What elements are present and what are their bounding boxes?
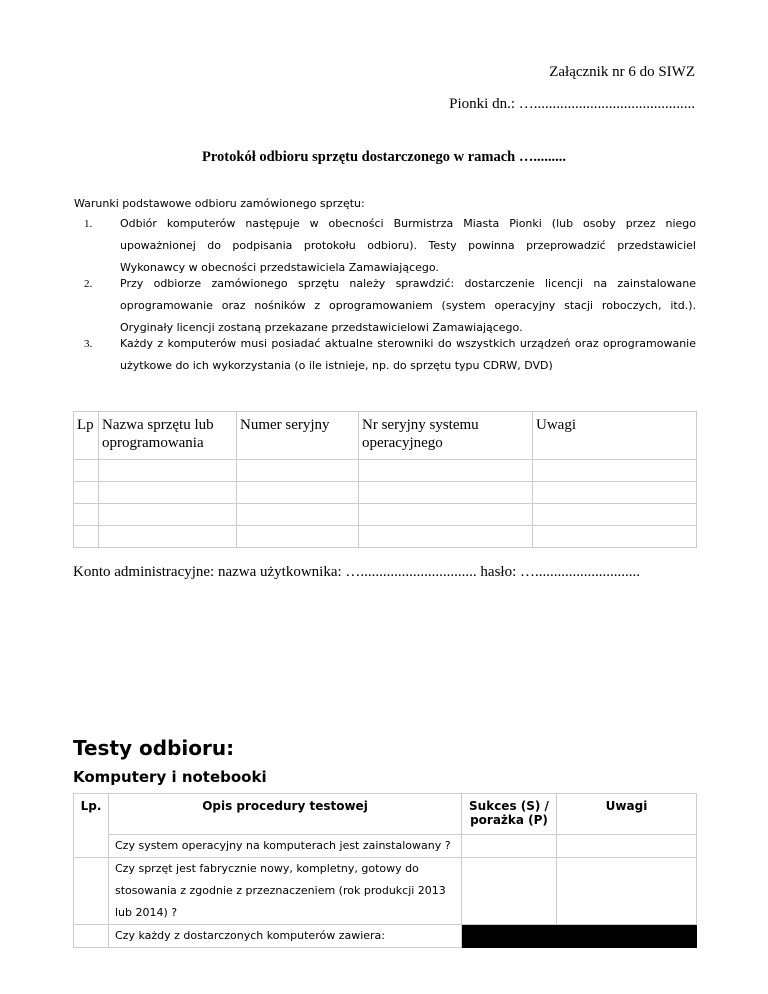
table-row [74, 460, 697, 482]
blocked-notes-cell [557, 925, 697, 948]
header-cell-description: Opis procedury testowej [109, 794, 462, 835]
table-cell[interactable] [74, 526, 99, 548]
test-description: Czy sprzęt jest fabrycznie nowy, kompletny, gotowy do stosowania z zgodnie z przeznaczeniem (rok produkcji 2013 lub 2014) ? [109, 858, 462, 925]
table-cell[interactable] [533, 526, 697, 548]
table-cell[interactable] [237, 460, 359, 482]
table-cell[interactable] [237, 504, 359, 526]
notes-cell[interactable] [557, 858, 697, 925]
conditions-intro: Warunki podstawowe odbioru zamówionego sprzętu: [74, 197, 365, 210]
table-cell[interactable] [74, 858, 109, 925]
table-cell[interactable] [359, 482, 533, 504]
header-cell-notes: Uwagi [533, 412, 697, 460]
test-description: Czy każdy z dostarczonych komputerów zawiera: [109, 925, 462, 948]
header-cell-serial: Numer seryjny [237, 412, 359, 460]
table-cell[interactable] [359, 504, 533, 526]
table-cell[interactable] [237, 482, 359, 504]
condition-text: Każdy z komputerów musi posiadać aktualne sterowniki do wszystkich urządzeń oraz oprogramowanie użytkowe do ich wykorzystania (o ile istnieje, np. do sprzętu typu CDRW, DVD) [120, 337, 696, 372]
result-cell[interactable] [462, 858, 557, 925]
result-cell[interactable] [462, 835, 557, 858]
place-date-line: Pionki dn.: …........................................... [449, 96, 695, 112]
notes-cell[interactable] [557, 835, 697, 858]
admin-account-line: Konto administracyjne: nazwa użytkownika: …............................... hasło: …............................ [73, 564, 641, 580]
tests-table [73, 793, 697, 948]
header-cell-os-serial: Nr seryjny systemu operacyjnego [359, 412, 533, 460]
tests-table-header [74, 794, 697, 835]
table-row [74, 504, 697, 526]
header-cell-lp: Lp. [74, 794, 109, 835]
table-cell[interactable] [74, 835, 109, 858]
header-cell-name: Nazwa sprzętu lub oprogramowania [99, 412, 237, 460]
condition-number: 3. [84, 338, 93, 350]
table-row [74, 526, 697, 548]
condition-text: Odbiór komputerów następuje w obecności Burmistrza Miasta Pionki (lub osoby przez niego upoważnionej do podpisania protokołu odbioru). Testy powinna przeprowadzić przedstawiciel Wykonawcy w obecności przedstawiciela Zamawiającego. [120, 217, 696, 274]
equipment-table-header [74, 412, 697, 460]
table-cell[interactable] [237, 526, 359, 548]
table-cell[interactable] [359, 526, 533, 548]
blocked-result-cell [462, 925, 557, 948]
document-title: Protokół odbioru sprzętu dostarczonego w ramach …......... [202, 149, 566, 165]
table-row [74, 482, 697, 504]
table-cell[interactable] [99, 460, 237, 482]
table-row [74, 925, 697, 948]
test-description: Czy system operacyjny na komputerach jest zainstalowany ? [109, 835, 462, 858]
condition-number: 2. [84, 278, 93, 290]
table-cell[interactable] [99, 482, 237, 504]
table-cell[interactable] [74, 460, 99, 482]
table-row [74, 835, 697, 858]
table-cell[interactable] [74, 482, 99, 504]
header-cell-notes: Uwagi [557, 794, 697, 835]
table-cell[interactable] [533, 482, 697, 504]
condition-item [74, 333, 696, 377]
table-cell[interactable] [533, 504, 697, 526]
table-cell[interactable] [74, 925, 109, 948]
tests-heading: Testy odbioru: [73, 736, 235, 760]
condition-item [74, 273, 696, 339]
header-cell-lp: Lp [74, 412, 99, 460]
equipment-table [73, 411, 697, 548]
condition-item [74, 213, 696, 279]
condition-number: 1. [84, 218, 93, 230]
table-cell[interactable] [99, 504, 237, 526]
header-cell-result: Sukces (S) / porażka (P) [462, 794, 557, 835]
table-row [74, 858, 697, 925]
table-cell[interactable] [99, 526, 237, 548]
attachment-label: Załącznik nr 6 do SIWZ [549, 64, 695, 80]
table-cell[interactable] [359, 460, 533, 482]
condition-text: Przy odbiorze zamówionego sprzętu należy sprawdzić: dostarczenie licencji na zainstalowane oprogramowanie oraz nośników z oprogramowaniem (system operacyjny stacji roboczych, itd.). Oryginały licencji zostaną przekazane przedstawicielowi Zamawiającego. [120, 277, 696, 334]
table-cell[interactable] [74, 504, 99, 526]
table-cell[interactable] [533, 460, 697, 482]
computers-subheading: Komputery i notebooki [73, 768, 267, 786]
